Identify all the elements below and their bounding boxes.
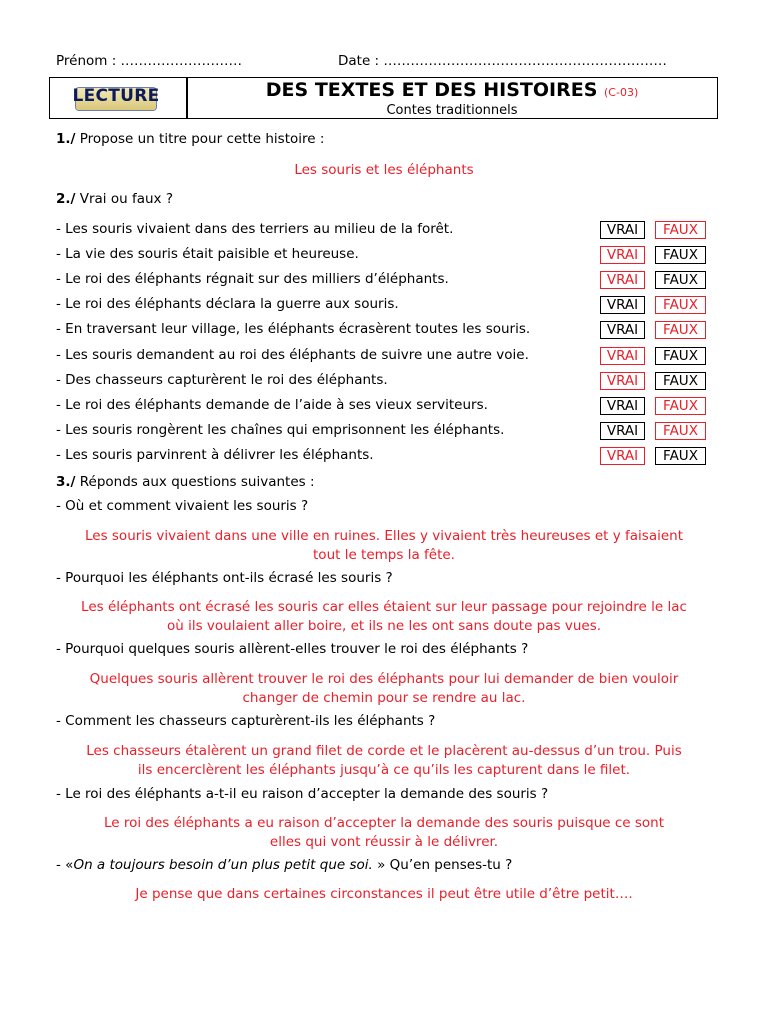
prenom-field: Prénom : ……………………… [56, 53, 243, 69]
q3-answer [40, 527, 728, 564]
vrai-box[interactable]: VRAI [600, 447, 645, 465]
faux-box[interactable]: FAUX [655, 321, 706, 339]
answer-line: où ils voulaient aller boire, et ils ne les ont sans doute pas vues. [166, 617, 602, 634]
tf-statement: - Le roi des éléphants demande de l’aide à ses vieux serviteurs. [56, 397, 488, 413]
vrai-box[interactable]: VRAI [600, 321, 645, 339]
page-subtitle: Contes traditionnels [386, 103, 518, 118]
tf-statement: - Le roi des éléphants régnait sur des milliers d’éléphants. [56, 271, 449, 287]
tf-statement: - Le roi des éléphants déclara la guerre aux souris. [56, 296, 399, 312]
q3-answer [40, 670, 728, 707]
q1-answer: Les souris et les éléphants [294, 162, 474, 178]
q3-heading [56, 474, 315, 490]
q2-number: 2./ [56, 191, 76, 207]
vrai-box[interactable]: VRAI [600, 422, 645, 440]
q3-prompt: Réponds aux questions suivantes : [75, 474, 315, 490]
quote-suffix: » Qu’en penses-tu ? [372, 857, 513, 873]
quote-text: On a toujours besoin d’un plus petit que soi. [73, 857, 373, 873]
q1-prompt: Propose un titre pour cette histoire : [75, 131, 325, 147]
vrai-box[interactable]: VRAI [600, 221, 645, 239]
answer-line: ils encerclèrent les éléphants jusqu’à ce qu’ils les capturent dans le filet. [137, 761, 631, 778]
faux-box[interactable]: FAUX [655, 347, 706, 365]
q2-heading [56, 191, 173, 207]
answer-line: elles qui vont réussir à le délivrer. [269, 833, 499, 850]
tf-statement: - En traversant leur village, les éléphants écrasèrent toutes les souris. [56, 321, 531, 337]
q2-prompt: Vrai ou faux ? [75, 191, 173, 207]
q3-question: - Pourquoi les éléphants ont-ils écrasé les souris ? [56, 570, 393, 586]
q1-number: 1./ [56, 131, 76, 147]
faux-box[interactable]: FAUX [655, 271, 706, 289]
q3-number: 3./ [56, 474, 76, 490]
vrai-box[interactable]: VRAI [600, 296, 645, 314]
answer-line: Les éléphants ont écrasé les souris car elles étaient sur leur passage pour rejoindre le lac [81, 599, 687, 615]
page-title [186, 79, 718, 101]
tf-statement: - Les souris rongèrent les chaînes qui emprisonnent les éléphants. [56, 422, 505, 438]
faux-box[interactable]: FAUX [655, 397, 706, 415]
vrai-box[interactable]: VRAI [600, 246, 645, 264]
quote-prefix: - « [56, 857, 74, 873]
q3-question: - Où et comment vivaient les souris ? [56, 498, 309, 514]
tf-statement: - La vie des souris était paisible et heureuse. [56, 246, 359, 262]
faux-box[interactable]: FAUX [655, 296, 706, 314]
q3-answer [40, 814, 728, 851]
faux-box[interactable]: FAUX [655, 246, 706, 264]
vrai-box[interactable]: VRAI [600, 397, 645, 415]
quote-question [56, 857, 512, 873]
tf-statement: - Les souris vivaient dans des terriers au milieu de la forêt. [56, 221, 454, 237]
faux-box[interactable]: FAUX [655, 447, 706, 465]
logo-text: LECTURE [72, 86, 160, 106]
q3-answer [40, 598, 728, 635]
answer-line: changer de chemin pour se rendre au lac. [242, 689, 526, 706]
q3-question: - Pourquoi quelques souris allèrent-elles trouver le roi des éléphants ? [56, 641, 529, 657]
q3-question: - Comment les chasseurs capturèrent-ils les éléphants ? [56, 713, 436, 729]
vrai-box[interactable]: VRAI [600, 271, 645, 289]
q3-question: - Le roi des éléphants a-t-il eu raison d’accepter la demande des souris ? [56, 786, 549, 802]
q1-heading [56, 131, 324, 147]
tf-statement: - Des chasseurs capturèrent le roi des éléphants. [56, 372, 388, 388]
vrai-box[interactable]: VRAI [600, 347, 645, 365]
title-text: DES TEXTES ET DES HISTOIRES [265, 79, 598, 101]
quote-answer: Je pense que dans certaines circonstances il peut être utile d’être petit…. [135, 886, 633, 902]
date-field: Date : ……………………………………………………… [338, 53, 667, 69]
lecture-logo [70, 84, 162, 114]
answer-line: Les chasseurs étalèrent un grand filet de corde et le placèrent au-dessus d’un trou. Puis [86, 743, 682, 759]
faux-box[interactable]: FAUX [655, 221, 706, 239]
vrai-box[interactable]: VRAI [600, 372, 645, 390]
answer-line: Les souris vivaient dans une ville en ruines. Elles y vivaient très heureuses et y faisaient [84, 528, 684, 544]
answer-line: Quelques souris allèrent trouver le roi des éléphants pour lui demander de bien vouloir [89, 671, 679, 687]
answer-line: Le roi des éléphants a eu raison d’accepter la demande des souris puisque ce sont [103, 815, 665, 831]
answer-line: tout le temps la fête. [313, 546, 455, 563]
tf-statement: - Les souris demandent au roi des éléphants de suivre une autre voie. [56, 347, 529, 363]
tf-statement: - Les souris parvinrent à délivrer les éléphants. [56, 447, 374, 463]
faux-box[interactable]: FAUX [655, 372, 706, 390]
q3-answer [40, 742, 728, 779]
faux-box[interactable]: FAUX [655, 422, 706, 440]
title-code: (C-03) [604, 86, 639, 99]
